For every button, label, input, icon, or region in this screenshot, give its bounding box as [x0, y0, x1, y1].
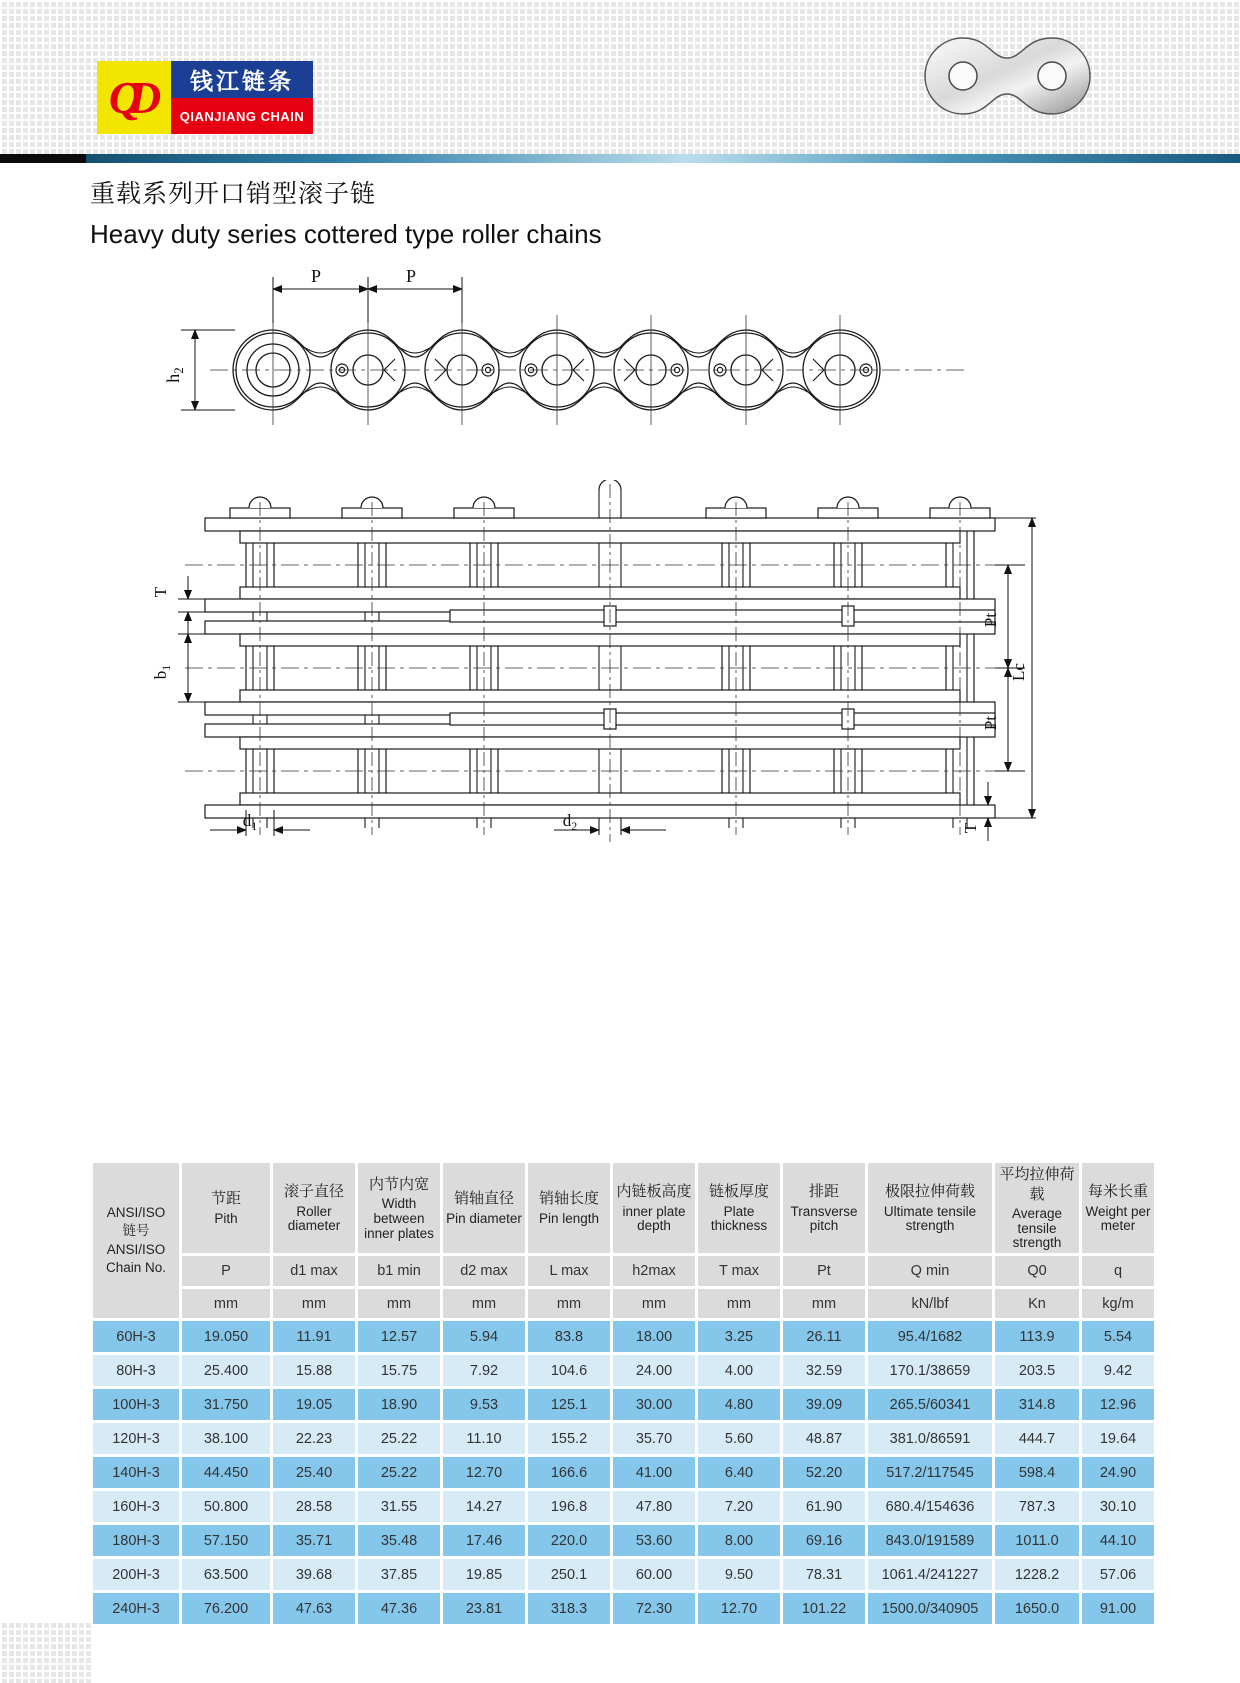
- dim-label-t-right: T: [961, 822, 980, 834]
- logo-monogram-tile: [97, 61, 171, 134]
- spec-value-cell: 17.46: [443, 1525, 525, 1556]
- spec-value-cell: 11.91: [273, 1321, 355, 1352]
- chain-col-line: ANSI/ISO: [106, 1241, 166, 1257]
- spec-value-cell: 72.30: [613, 1593, 695, 1624]
- table-row: [93, 1457, 1154, 1488]
- dim-label-d2: $d_2$: [562, 811, 578, 833]
- spec-value-cell: 95.4/1682: [868, 1321, 992, 1352]
- spec-value-cell: 680.4/154636: [868, 1491, 992, 1522]
- chain-no-cell: 80H-3: [93, 1355, 179, 1386]
- spec-value-cell: 1061.4/241227: [868, 1559, 992, 1590]
- table-row: [93, 1559, 1154, 1590]
- spec-value-cell: 18.00: [613, 1321, 695, 1352]
- spec-value-cell: 31.55: [358, 1491, 440, 1522]
- spec-value-cell: 9.53: [443, 1389, 525, 1420]
- spec-value-cell: 83.8: [528, 1321, 610, 1352]
- spec-value-cell: 1228.2: [995, 1559, 1079, 1590]
- spec-value-cell: 35.71: [273, 1525, 355, 1556]
- dim-label-d1: $d_1$: [242, 811, 258, 833]
- footer-halftone-block: [0, 1621, 93, 1683]
- dim-label-pitch-1: P: [310, 266, 322, 286]
- spec-value-cell: 52.20: [783, 1457, 865, 1488]
- rule-blue-gradient: [86, 154, 1240, 163]
- spec-value-cell: 61.90: [783, 1491, 865, 1522]
- chain-no-cell: 200H-3: [93, 1559, 179, 1590]
- spec-value-cell: 15.75: [358, 1355, 440, 1386]
- spec-value-cell: 4.80: [698, 1389, 780, 1420]
- spec-value-cell: 26.11: [783, 1321, 865, 1352]
- spec-value-cell: 37.85: [358, 1559, 440, 1590]
- table-row: [93, 1389, 1154, 1420]
- unit-cell: Kn: [995, 1289, 1079, 1318]
- spec-value-cell: 3.25: [698, 1321, 780, 1352]
- spec-value-cell: 1011.0: [995, 1525, 1079, 1556]
- spec-value-cell: 48.87: [783, 1423, 865, 1454]
- link-plate-hole-right: [1038, 62, 1066, 90]
- dimension-lines: [181, 277, 462, 410]
- dim-label-pitch-2: P: [405, 266, 417, 286]
- spec-value-cell: 18.90: [358, 1389, 440, 1420]
- dim-label-pt-lower: Pt: [981, 715, 1000, 731]
- spec-value-cell: 220.0: [528, 1525, 610, 1556]
- spec-value-cell: 38.100: [182, 1423, 270, 1454]
- spec-value-cell: 25.40: [273, 1457, 355, 1488]
- spec-value-cell: 39.09: [783, 1389, 865, 1420]
- spec-value-cell: 19.64: [1082, 1423, 1154, 1454]
- spec-value-cell: 101.22: [783, 1593, 865, 1624]
- spec-value-cell: 25.400: [182, 1355, 270, 1386]
- col-header: 链板厚度 Plate thickness: [698, 1163, 780, 1253]
- diagram-side-view: [85, 263, 965, 465]
- col-header: 销轴长度 Pin length: [528, 1163, 610, 1253]
- spec-value-cell: 1650.0: [995, 1593, 1079, 1624]
- spec-value-cell: 444.7: [995, 1423, 1079, 1454]
- table-row: [93, 1491, 1154, 1522]
- spec-value-cell: 24.00: [613, 1355, 695, 1386]
- spec-value-cell: 517.2/117545: [868, 1457, 992, 1488]
- page-title-en: Heavy duty series cottered type roller chains: [90, 219, 602, 249]
- spec-value-cell: 32.59: [783, 1355, 865, 1386]
- spec-value-cell: 50.800: [182, 1491, 270, 1522]
- chain-no-cell: 180H-3: [93, 1525, 179, 1556]
- spec-value-cell: 60.00: [613, 1559, 695, 1590]
- spec-value-cell: 5.94: [443, 1321, 525, 1352]
- col-header: 滚子直径 Roller diameter: [273, 1163, 355, 1253]
- spec-value-cell: 57.06: [1082, 1559, 1154, 1590]
- spec-value-cell: 57.150: [182, 1525, 270, 1556]
- symbol-cell: b1 min: [358, 1256, 440, 1286]
- chain-no-cell: 60H-3: [93, 1321, 179, 1352]
- header-row-names: [93, 1163, 1154, 1253]
- symbol-cell: q: [1082, 1256, 1154, 1286]
- table-body: [93, 1321, 1154, 1624]
- spec-value-cell: 22.23: [273, 1423, 355, 1454]
- table-row: [93, 1593, 1154, 1624]
- col-header: 销轴直径 Pin diameter: [443, 1163, 525, 1253]
- spec-value-cell: 203.5: [995, 1355, 1079, 1386]
- spec-value-cell: 12.57: [358, 1321, 440, 1352]
- symbol-cell: L max: [528, 1256, 610, 1286]
- unit-cell: mm: [443, 1289, 525, 1318]
- dim-label-t-left: T: [151, 586, 170, 598]
- col-header: 排距 Transverse pitch: [783, 1163, 865, 1253]
- brand-name-cn: 钱江链条: [171, 61, 313, 98]
- spec-value-cell: 47.63: [273, 1593, 355, 1624]
- spec-value-cell: 78.31: [783, 1559, 865, 1590]
- spec-value-cell: 1500.0/340905: [868, 1593, 992, 1624]
- dim-label-pt-upper: Pt: [981, 612, 1000, 628]
- col-header: 内节内宽 Width between inner plates: [358, 1163, 440, 1253]
- table-row: [93, 1355, 1154, 1386]
- unit-cell: kN/lbf: [868, 1289, 992, 1318]
- spec-value-cell: 35.70: [613, 1423, 695, 1454]
- spec-value-cell: 125.1: [528, 1389, 610, 1420]
- header-row-symbols: [93, 1256, 1154, 1286]
- spec-value-cell: 7.20: [698, 1491, 780, 1522]
- unit-cell: mm: [182, 1289, 270, 1318]
- logo-monogram: QD: [108, 71, 148, 123]
- spec-value-cell: 166.6: [528, 1457, 610, 1488]
- symbol-cell: P: [182, 1256, 270, 1286]
- spec-value-cell: 787.3: [995, 1491, 1079, 1522]
- spec-value-cell: 104.6: [528, 1355, 610, 1386]
- col-header: 平均拉伸荷载 Average tensile strength: [995, 1163, 1079, 1253]
- spec-value-cell: 44.10: [1082, 1525, 1154, 1556]
- table-row: [93, 1321, 1154, 1352]
- dim-label-b1: $b_1$: [151, 664, 173, 680]
- spec-value-cell: 314.8: [995, 1389, 1079, 1420]
- spec-value-cell: 44.450: [182, 1457, 270, 1488]
- spec-value-cell: 9.42: [1082, 1355, 1154, 1386]
- spec-value-cell: 6.40: [698, 1457, 780, 1488]
- spec-value-cell: 5.60: [698, 1423, 780, 1454]
- diagram-section-view: [150, 480, 1040, 850]
- spec-table: [90, 1160, 1157, 1627]
- spec-value-cell: 8.00: [698, 1525, 780, 1556]
- page-title-cn: 重载系列开口销型滚子链: [90, 180, 377, 208]
- spec-value-cell: 28.58: [273, 1491, 355, 1522]
- unit-cell: mm: [613, 1289, 695, 1318]
- symbol-cell: d2 max: [443, 1256, 525, 1286]
- table-header: [93, 1163, 1154, 1318]
- spec-value-cell: 30.00: [613, 1389, 695, 1420]
- symbol-cell: T max: [698, 1256, 780, 1286]
- spec-value-cell: 12.96: [1082, 1389, 1154, 1420]
- spec-value-cell: 598.4: [995, 1457, 1079, 1488]
- spec-value-cell: 155.2: [528, 1423, 610, 1454]
- chain-no-header: [93, 1163, 179, 1318]
- brand-logo: [97, 61, 313, 134]
- spec-value-cell: 39.68: [273, 1559, 355, 1590]
- chain-no-cell: 140H-3: [93, 1457, 179, 1488]
- col-header: 每米长重 Weight per meter: [1082, 1163, 1154, 1253]
- symbol-cell: h2max: [613, 1256, 695, 1286]
- spec-value-cell: 91.00: [1082, 1593, 1154, 1624]
- link-plate-hole-left: [949, 62, 977, 90]
- symbol-cell: Q0: [995, 1256, 1079, 1286]
- chain-col-line: Chain No.: [105, 1259, 167, 1275]
- table-row: [93, 1423, 1154, 1454]
- spec-value-cell: 35.48: [358, 1525, 440, 1556]
- spec-value-cell: 63.500: [182, 1559, 270, 1590]
- chain-no-cell: 160H-3: [93, 1491, 179, 1522]
- unit-cell: mm: [698, 1289, 780, 1318]
- spec-value-cell: 53.60: [613, 1525, 695, 1556]
- unit-cell: mm: [528, 1289, 610, 1318]
- spec-value-cell: 19.05: [273, 1389, 355, 1420]
- page-title-block: [90, 174, 602, 250]
- spec-value-cell: 250.1: [528, 1559, 610, 1590]
- spec-value-cell: 170.1/38659: [868, 1355, 992, 1386]
- spec-value-cell: 843.0/191589: [868, 1525, 992, 1556]
- col-header: 节距 Pith: [182, 1163, 270, 1253]
- spec-value-cell: 25.22: [358, 1423, 440, 1454]
- col-header: 内链板高度 inner plate depth: [613, 1163, 695, 1253]
- header-row-units: [93, 1289, 1154, 1318]
- chain-no-cell: 240H-3: [93, 1593, 179, 1624]
- spec-value-cell: 41.00: [613, 1457, 695, 1488]
- spec-value-cell: 24.90: [1082, 1457, 1154, 1488]
- spec-value-cell: 196.8: [528, 1491, 610, 1522]
- spec-value-cell: 14.27: [443, 1491, 525, 1522]
- spec-value-cell: 4.00: [698, 1355, 780, 1386]
- spec-value-cell: 76.200: [182, 1593, 270, 1624]
- symbol-cell: Pt: [783, 1256, 865, 1286]
- spec-value-cell: 381.0/86591: [868, 1423, 992, 1454]
- spec-value-cell: 25.22: [358, 1457, 440, 1488]
- spec-value-cell: 19.85: [443, 1559, 525, 1590]
- spec-value-cell: 12.70: [698, 1593, 780, 1624]
- symbol-cell: Q min: [868, 1256, 992, 1286]
- table-row: [93, 1525, 1154, 1556]
- chain-col-line: 链号: [122, 1223, 150, 1239]
- spec-value-cell: 47.80: [613, 1491, 695, 1522]
- spec-value-cell: 15.88: [273, 1355, 355, 1386]
- spec-value-cell: 7.92: [443, 1355, 525, 1386]
- unit-cell: mm: [783, 1289, 865, 1318]
- spec-value-cell: 12.70: [443, 1457, 525, 1488]
- spec-value-cell: 9.50: [698, 1559, 780, 1590]
- rule-black-segment: [0, 154, 86, 163]
- spec-value-cell: 31.750: [182, 1389, 270, 1420]
- unit-cell: mm: [273, 1289, 355, 1318]
- spec-value-cell: 113.9: [995, 1321, 1079, 1352]
- unit-cell: mm: [358, 1289, 440, 1318]
- brand-name-en: QIANJIANG CHAIN: [171, 98, 313, 134]
- spec-value-cell: 318.3: [528, 1593, 610, 1624]
- chain-link-plate-image: [900, 26, 1115, 126]
- chain-col-line: ANSI/ISO: [106, 1205, 166, 1221]
- spec-value-cell: 30.10: [1082, 1491, 1154, 1522]
- spec-value-cell: 69.16: [783, 1525, 865, 1556]
- spec-value-cell: 23.81: [443, 1593, 525, 1624]
- col-header: 极限拉伸荷载 Ultimate tensile strength: [868, 1163, 992, 1253]
- spec-value-cell: 5.54: [1082, 1321, 1154, 1352]
- logo-text-block: [171, 61, 313, 134]
- chain-no-cell: 120H-3: [93, 1423, 179, 1454]
- chain-no-cell: 100H-3: [93, 1389, 179, 1420]
- spec-value-cell: 19.050: [182, 1321, 270, 1352]
- dim-label-lc: Lc: [1009, 663, 1028, 681]
- dim-label-h2: $h_2$: [163, 367, 186, 383]
- symbol-cell: d1 max: [273, 1256, 355, 1286]
- spec-value-cell: 47.36: [358, 1593, 440, 1624]
- unit-cell: kg/m: [1082, 1289, 1154, 1318]
- spec-value-cell: 11.10: [443, 1423, 525, 1454]
- spec-value-cell: 265.5/60341: [868, 1389, 992, 1420]
